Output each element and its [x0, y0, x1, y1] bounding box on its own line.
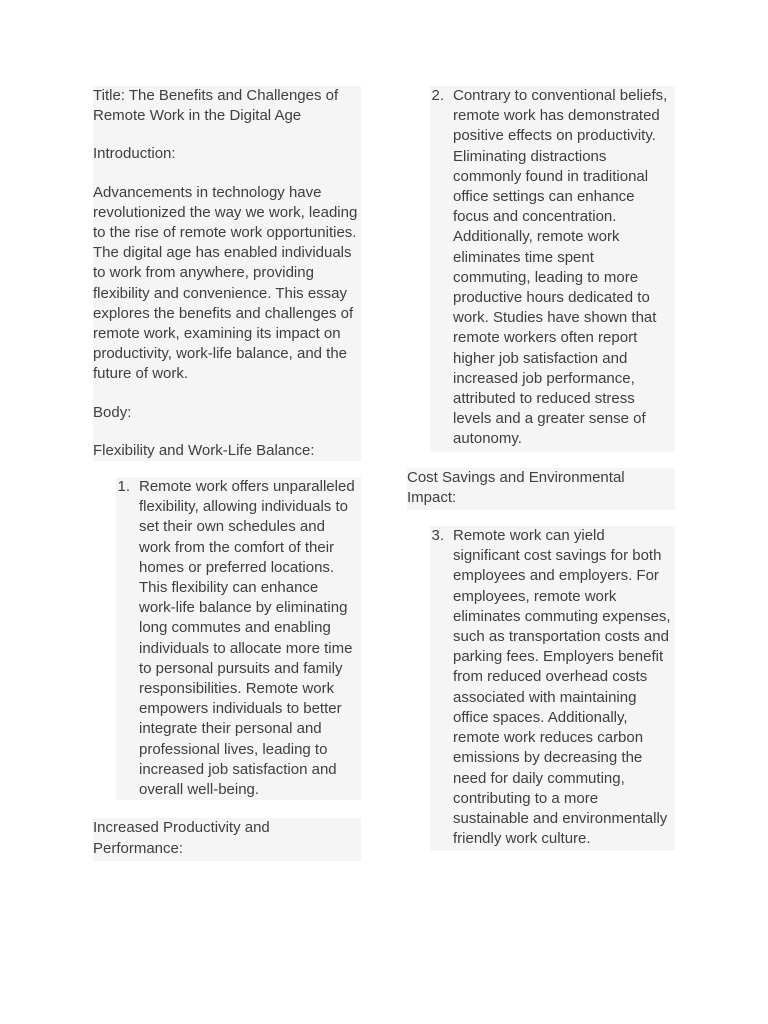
- list-item: [430, 526, 675, 851]
- section-heading-cost-block: [407, 468, 675, 510]
- section-heading-productivity: Increased Productivity and Performance:: [93, 819, 270, 857]
- list-item-number: 3.: [431, 527, 444, 545]
- section-heading-flexibility: Flexibility and Work-Life Balance:: [93, 441, 315, 459]
- list-item-text: Remote work offers unparalleled flexibility, allowing individuals to set their own schedules and work from the comfort of their homes or preferred locations. This flexibility can enhance work-life balance by eliminating long commutes and enabling individuals to allocate more time to personal pursuits and family responsibilities. Remote work empowers individuals to better integrate their personal and professional lives, leading to increased job satisfaction and overall well-being.: [139, 478, 355, 799]
- list-item-text: Remote work can yield significant cost savings for both employees and employers. For employees, remote work eliminates commuting expenses, such as transportation costs and parking fees. Employers benefit from reduced overhead costs associated with maintaining office spaces. Additionally, remote work reduces carbon emissions by decreasing the need for daily commuting, contributing to a more sustainable and environmentally friendly work culture.: [453, 527, 671, 848]
- intro-heading: Introduction:: [93, 145, 176, 163]
- body-heading: Body:: [93, 403, 132, 421]
- document-title: Title: The Benefits and Challenges of Remote Work in the Digital Age: [93, 87, 339, 125]
- section-heading-cost: Cost Savings and Environmental Impact:: [407, 468, 625, 506]
- left-column: [93, 86, 361, 861]
- right-column: [407, 86, 675, 851]
- list-item: [430, 86, 675, 452]
- section-heading-productivity-block: [93, 818, 361, 860]
- intro-paragraph: Advancements in technology have revolutionized the way we work, leading to the rise of remote work opportunities. The digital age has enabled individuals to work from anywhere, providing flexibility and convenience. This essay explores the benefits and challenges of remote work, examining its impact on productivity, work-life balance, and the future of work.: [93, 183, 358, 383]
- list-item-text: Contrary to conventional beliefs, remote work has demonstrated positive effects on productivity. Eliminating distractions commonly found in traditional office settings can enhance focus and concentration. Additionally, remote work eliminates time spent commuting, leading to more productive hours dedicated to work. Studies have shown that remote workers often report higher job satisfaction and increased job performance, attributed to reduced stress levels and a greater sense of autonomy.: [453, 87, 668, 448]
- list-item-number: 1.: [117, 478, 130, 496]
- left-intro-block: [93, 86, 361, 461]
- list-item-number: 2.: [431, 87, 444, 104]
- list-item: [116, 477, 361, 800]
